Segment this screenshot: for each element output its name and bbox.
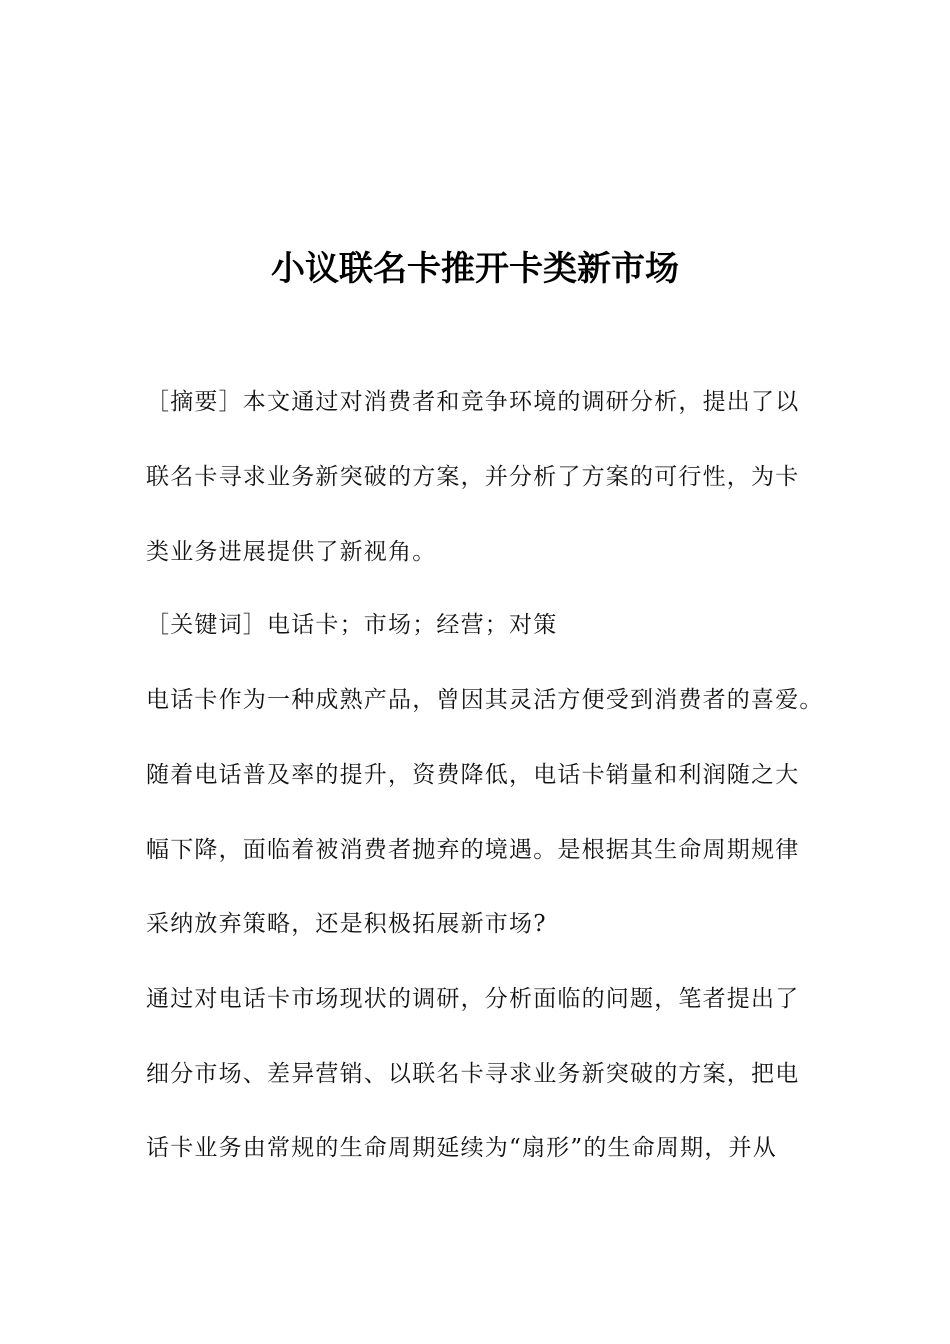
body-line-2: 随着电话普及率的提升，资费降低，电话卡销量和利润随之大 bbox=[146, 762, 800, 788]
abstract-line-2: 联名卡寻求业务新突破的方案，并分析了方案的可行性，为卡 bbox=[146, 464, 800, 490]
body-line-1: 电话卡作为一种成熟产品，曾因其灵活方便受到消费者的喜爱。 bbox=[146, 687, 824, 713]
body-line-6: 细分市场、差异营销、以联名卡寻求业务新突破的方案，把电 bbox=[146, 1061, 800, 1087]
body-line-7: 话卡业务由常规的生命周期延续为“扇形”的生命周期，并从 bbox=[146, 1135, 777, 1161]
document-title: 小议联名卡推开卡类新市场 bbox=[271, 248, 679, 289]
abstract-line-1: ［摘要］本文通过对消费者和竞争环境的调研分析，提出了以 bbox=[146, 389, 800, 415]
body-line-3: 幅下降，面临着被消费者抛弃的境遇。是根据其生命周期规律 bbox=[146, 837, 800, 863]
keywords-line: ［关键词］电话卡；市场；经营；对策 bbox=[146, 612, 558, 638]
body-line-5: 通过对电话卡市场现状的调研，分析面临的问题，笔者提出了 bbox=[146, 986, 800, 1012]
body-line-4: 采纳放弃策略，还是积极拓展新市场? bbox=[146, 911, 547, 937]
abstract-line-3: 类业务进展提供了新视角。 bbox=[146, 539, 437, 565]
